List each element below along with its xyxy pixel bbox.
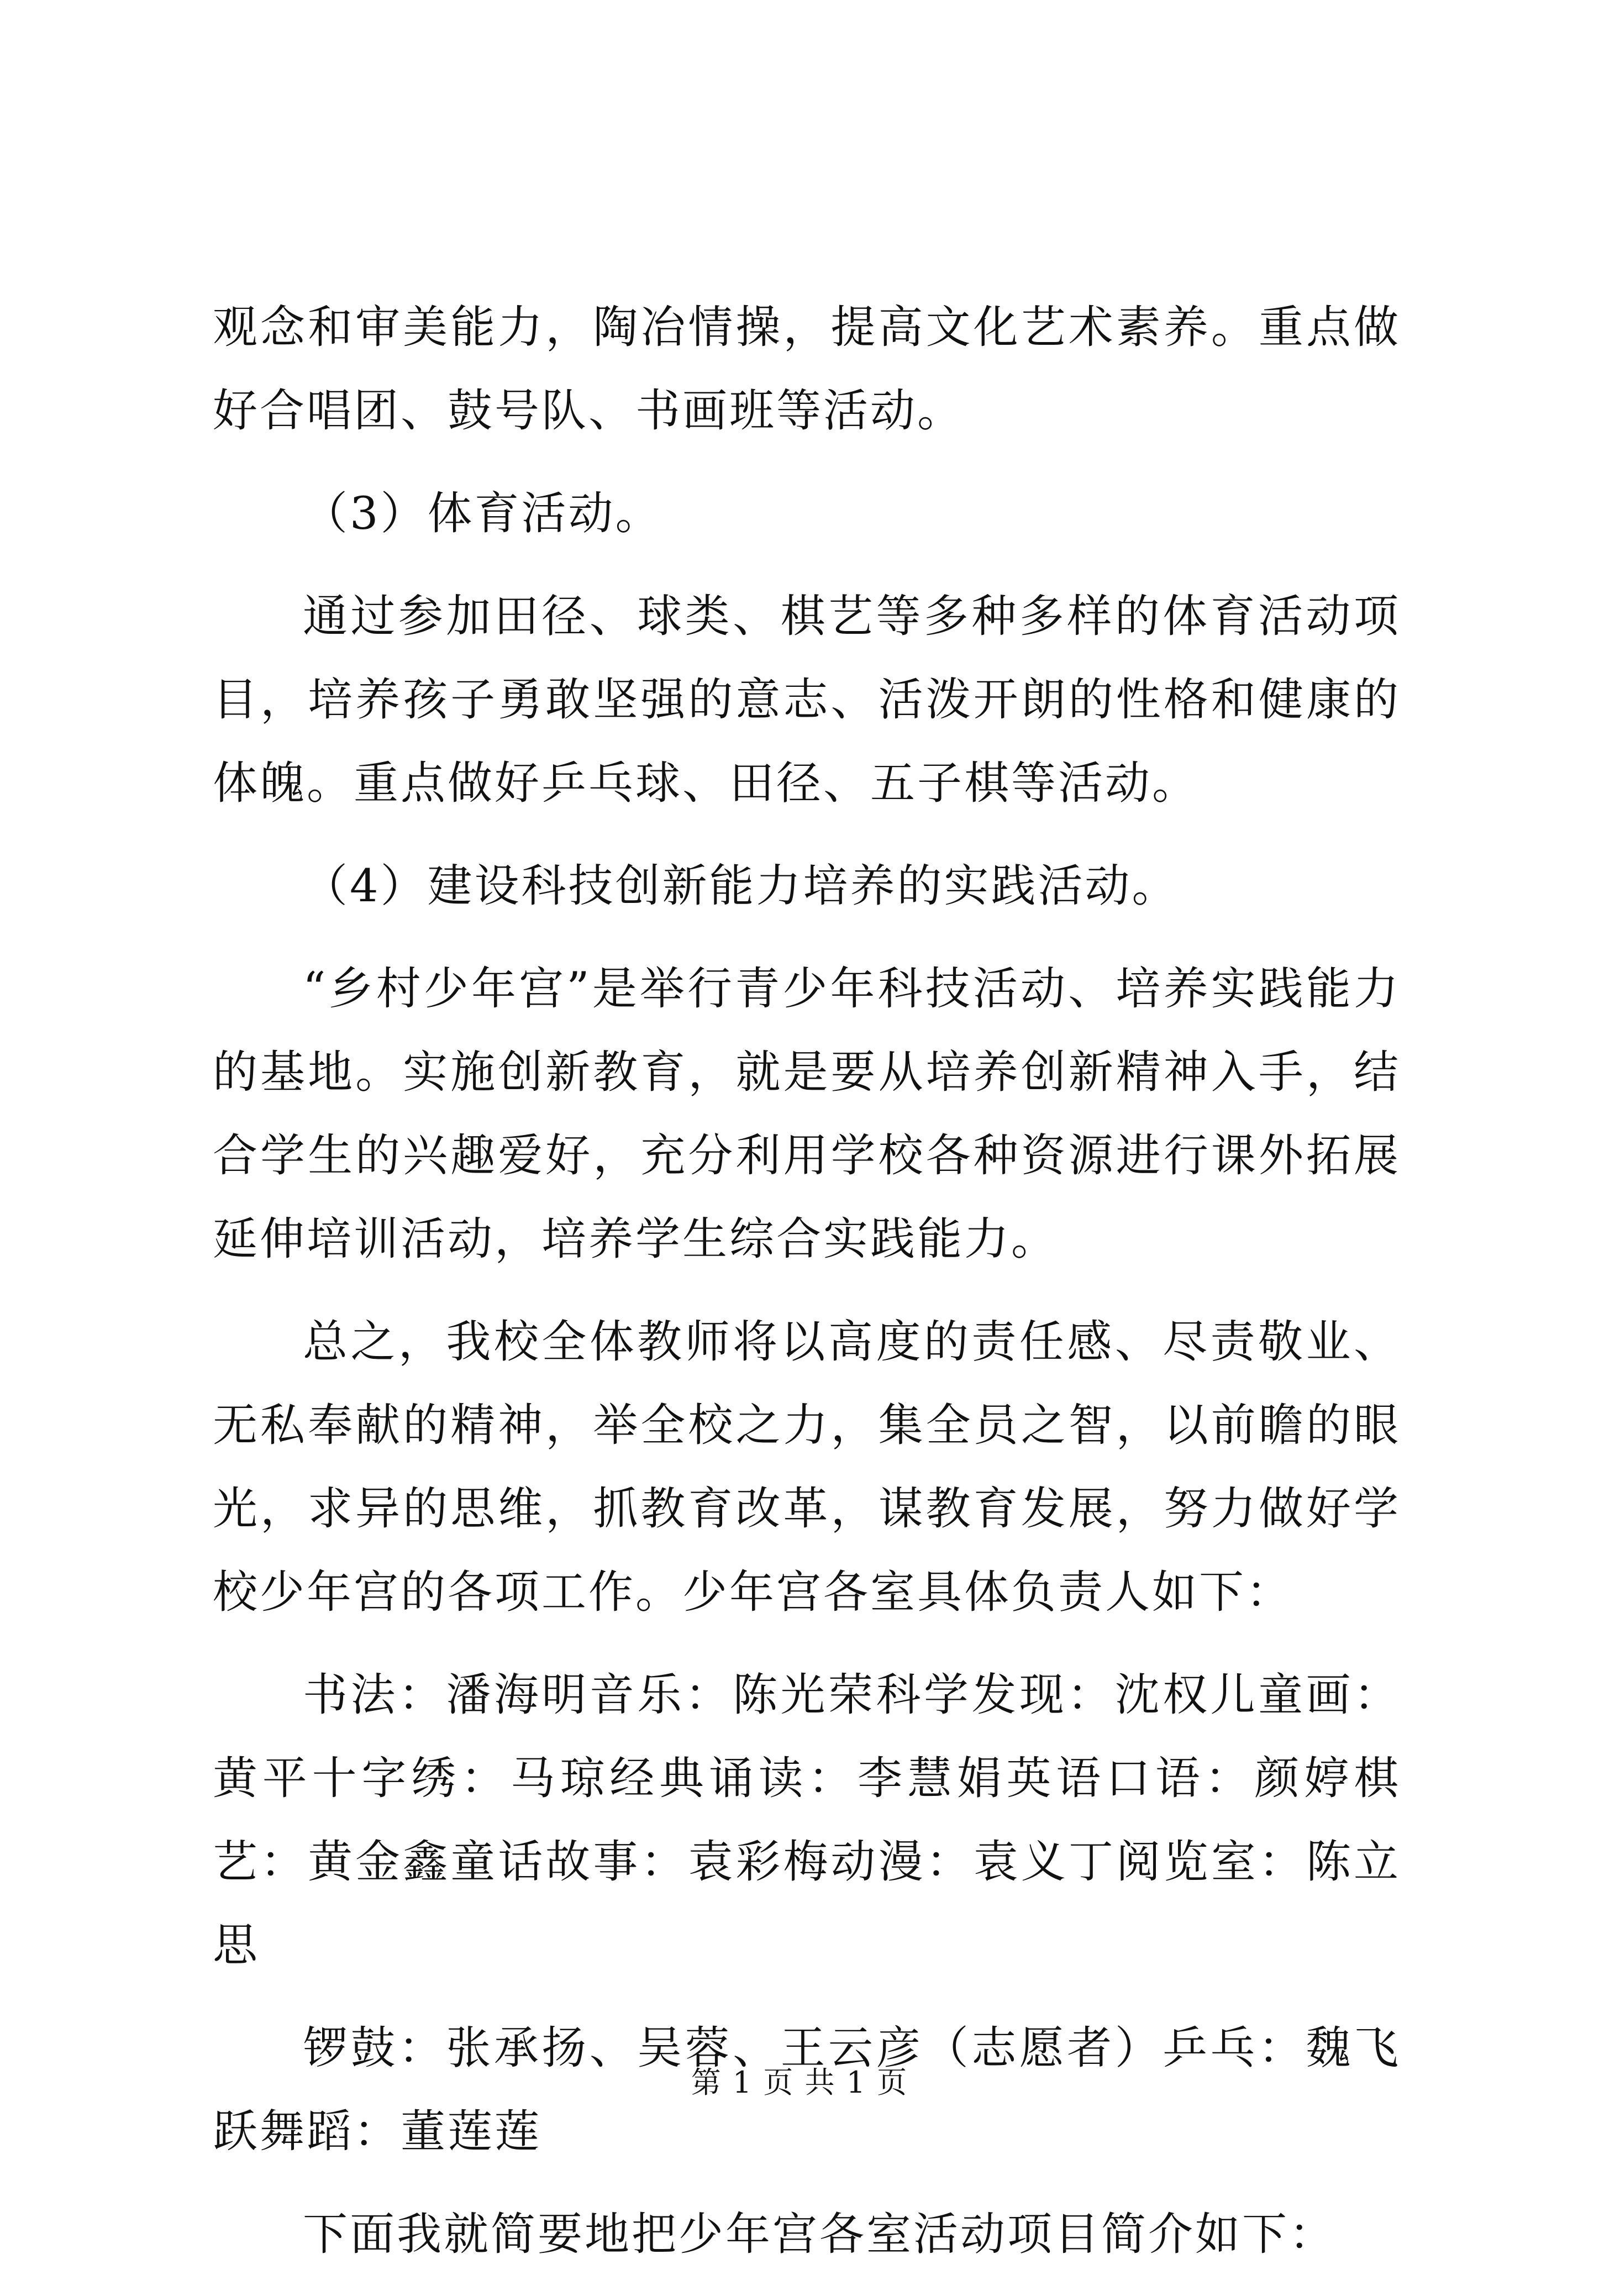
heading-sports-activities: （3）体育活动。: [303, 488, 662, 540]
paragraph-room-leaders: 书法：潘海明音乐：陈光荣科学发现：沈权儿童画：黄平十字绣：马琼经典诵读：李慧娟英语口语：颜婷棋艺：黄金鑫童话故事：袁彩梅动漫：袁义丁阅览室：陈立思: [213, 1669, 1401, 1972]
paragraph-sports-activities: 通过参加田径、球类、棋艺等多种多样的体育活动项目，培养孩子勇敢坚强的意志、活泼开朗的性格和健康的体魄。重点做好乒乓球、田径、五子棋等活动。: [213, 591, 1401, 810]
document-body: [213, 286, 1401, 2296]
paragraph-innovation-practice: “乡村少年宫”是举行青少年科技活动、培养实践能力的基地。实施创新教育，就是要从培养创新精神入手，结合学生的兴趣爱好，充分利用学校各种资源进行课外拓展延伸培训活动，培养学生综合实践能力。: [213, 963, 1401, 1265]
paragraph-introduction: 下面我就简要地把少年宫各室活动项目简介如下：: [303, 2209, 1337, 2261]
paragraph-volunteers: 锣鼓：张承扬、吴蓉、王云彦（志愿者）乒乓：魏飞跃舞蹈：董莲莲: [213, 2022, 1401, 2158]
paragraph-arts-continuation: 观念和审美能力，陶冶情操，提高文化艺术素养。重点做好合唱团、鼓号队、书画班等活动。: [213, 302, 1401, 437]
page-footer: 第 1 页 共 1 页: [691, 2065, 908, 2100]
paragraph-summary: 总之，我校全体教师将以高度的责任感、尽责敬业、无私奉献的精神，举全校之力，集全员之智，以前瞻的眼光，求异的思维，抓教育改革，谋教育发展，努力做好学校少年宫的各项工作。少年宫各室具体负责人如下：: [213, 1316, 1401, 1619]
heading-innovation-practice: （4）建设科技创新能力培养的实践活动。: [303, 860, 1179, 912]
